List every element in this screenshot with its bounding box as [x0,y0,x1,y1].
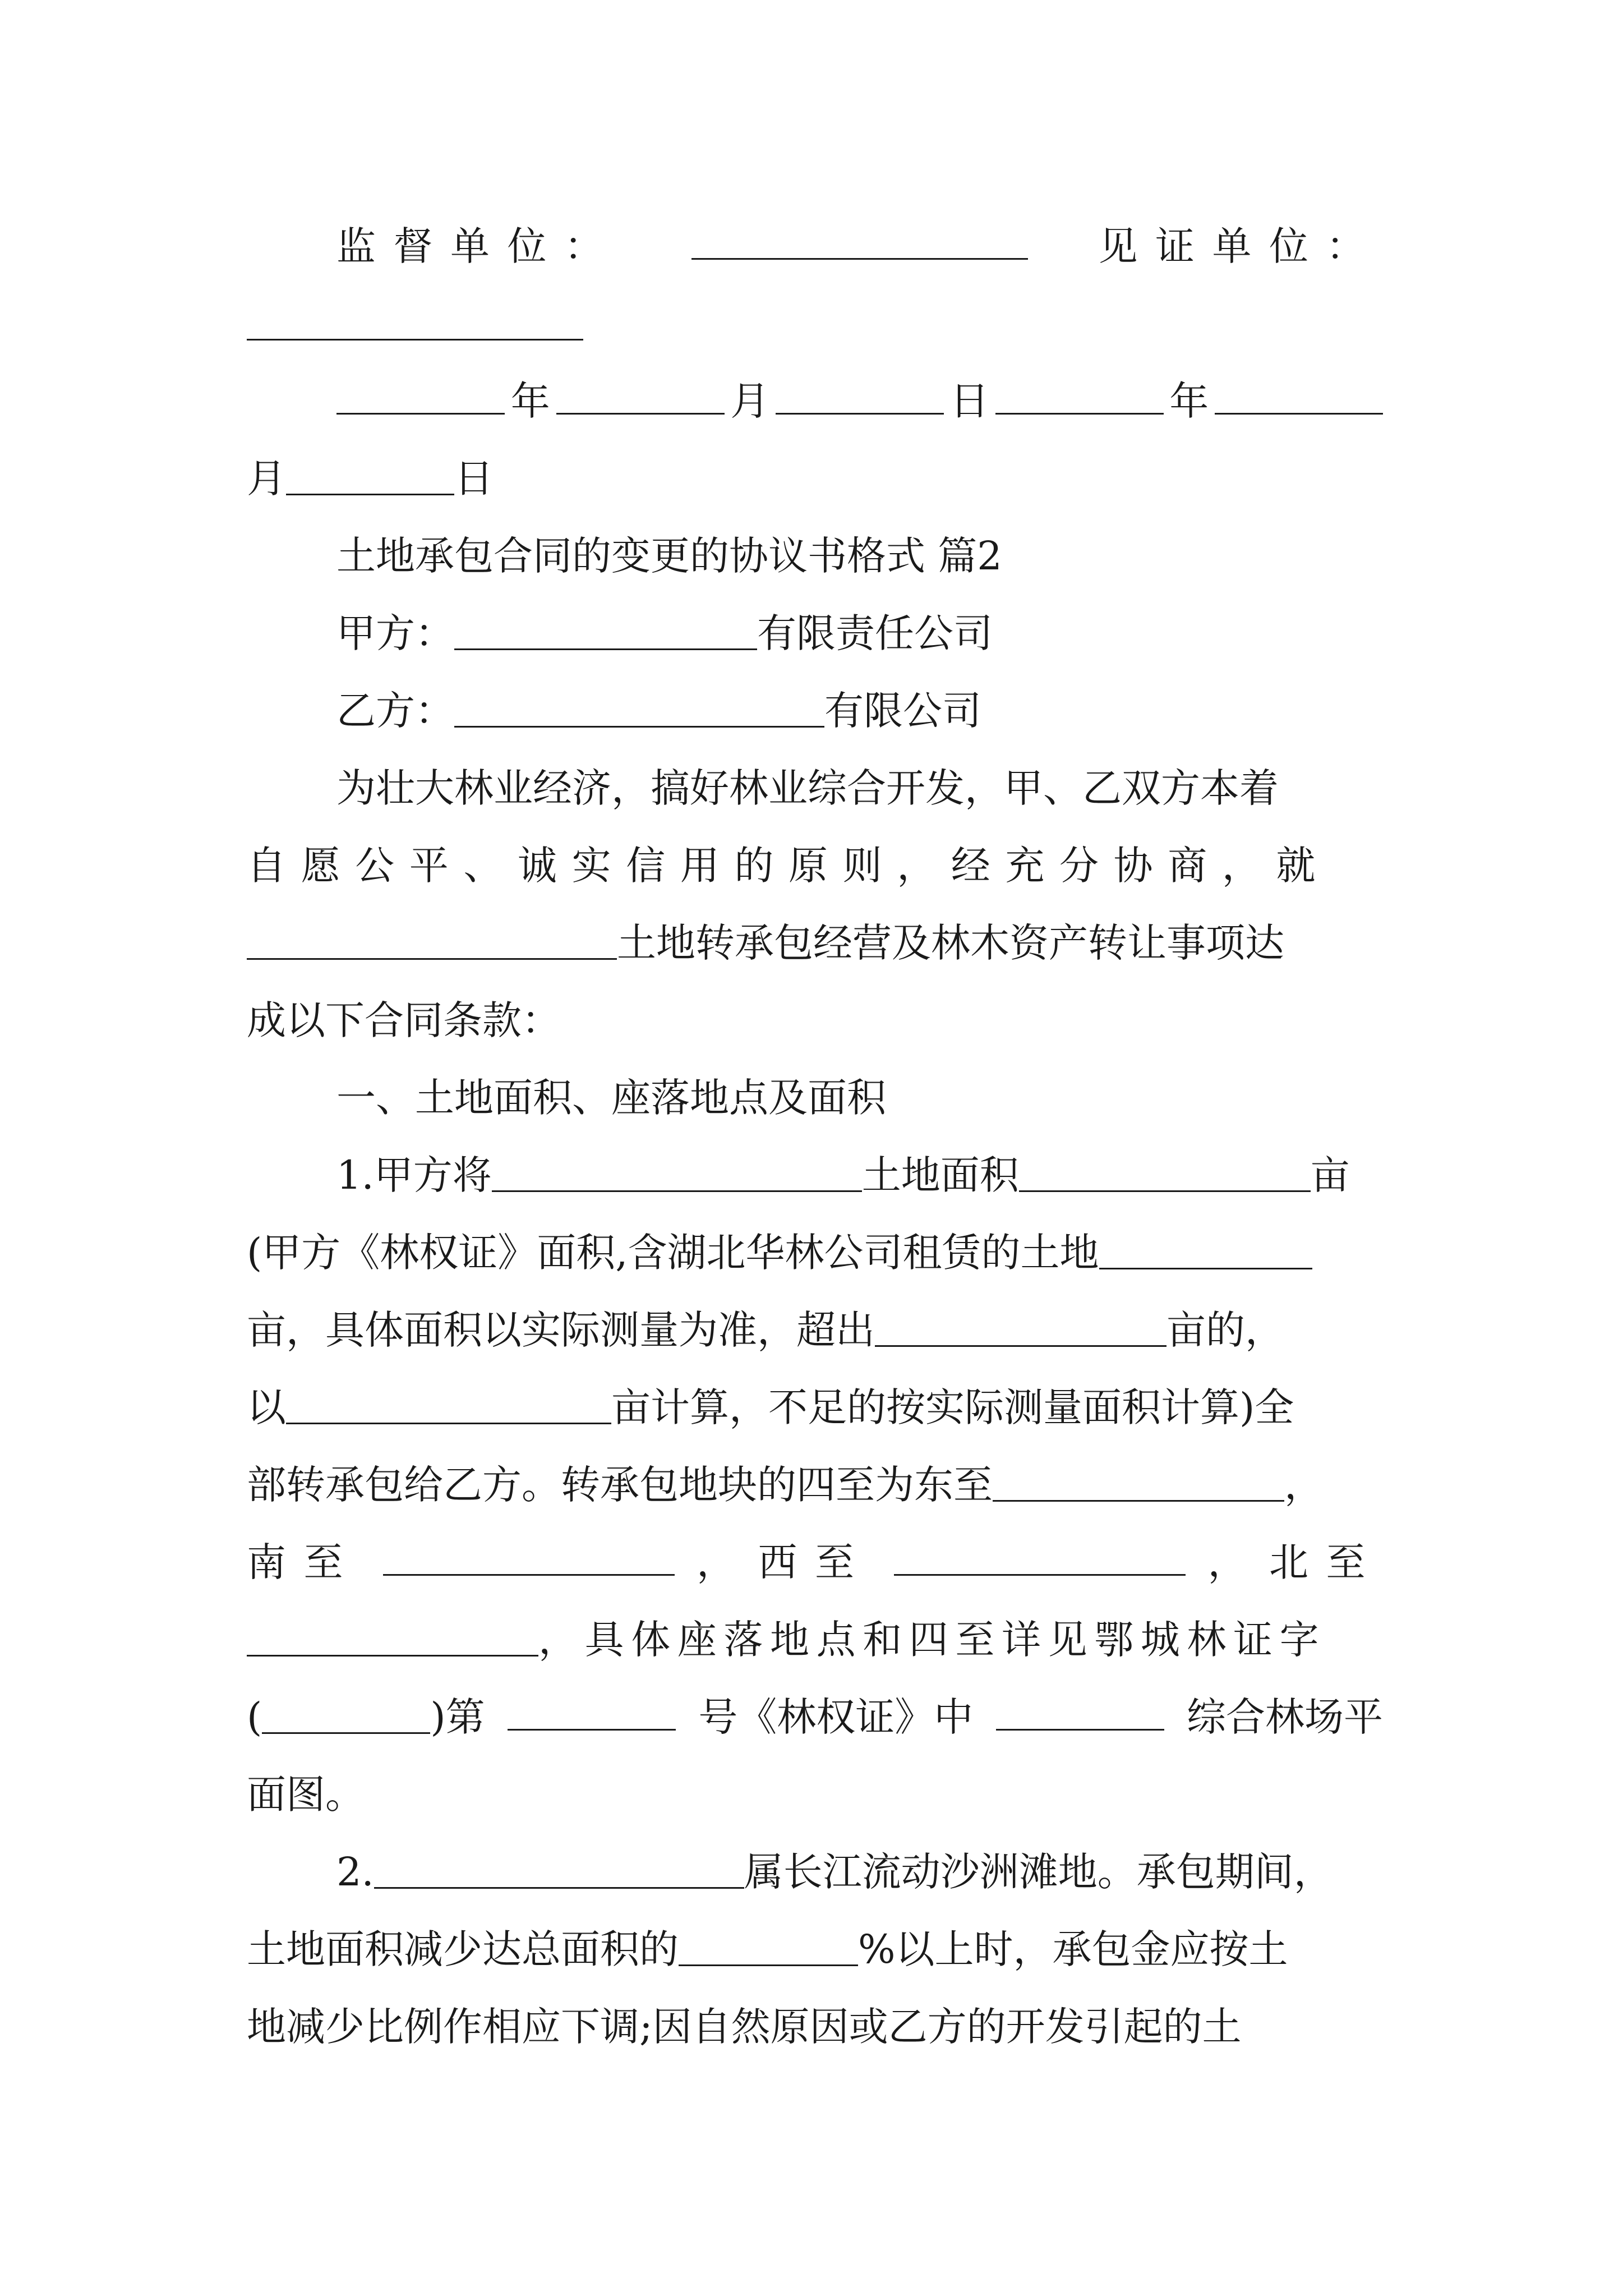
clause1-text-l3b: 亩的， [1166,1307,1284,1353]
day-label-2: 日 [454,455,494,501]
clause1-line7 [247,1601,1383,1678]
comma-2: ， [1207,1539,1247,1585]
clause1-text-l7: ，具体座落地点和四至详见鄂城林证字 [538,1617,1326,1663]
para1-line3 [247,904,1383,982]
west-blank [894,1535,1186,1576]
month-blank-1 [556,374,725,415]
month-label-1: 月 [730,378,770,424]
para1-line2: 自愿公平、诚实信用的原则，经充分协商，就 [247,843,1330,889]
clause1-line8 [247,1678,1383,1756]
clause2-text-a: 2. [336,1849,374,1895]
clause1-line9: 面图。 [247,1772,365,1818]
year-blank-1 [336,374,505,415]
clause1-text-l2: (甲方《林权证》面积,含湖北华林公司租赁的土地 [247,1230,1099,1276]
clause1-blank-l4 [286,1383,611,1424]
clause1-text-l4a: 以 [247,1384,286,1430]
forest-farm-text: 综合林场平 [1187,1694,1383,1740]
cert-no-label: )第 [430,1694,485,1740]
clause1-text-a: 1.甲方将 [336,1152,492,1198]
day-blank-2 [286,454,454,495]
clause1-line1 [247,1137,1383,1214]
day-label-1: 日 [949,378,989,424]
forest-farm-blank [996,1690,1164,1731]
cert-number-blank [508,1690,676,1731]
comma-1: ， [697,1539,736,1585]
para1-line4: 成以下合同条款： [247,997,561,1043]
cert-year-blank [262,1693,430,1734]
witness-label: 见证单位： [1098,223,1383,269]
para1-line1 [247,749,1383,827]
clause2-text-b: 属长江流动沙洲滩地。承包期间， [744,1849,1333,1895]
clause2-text-l2a: 土地面积减少达总面积的 [247,1926,679,1972]
south-label: 南至 [247,1539,361,1585]
document-page [247,208,1383,2065]
year-blank-2 [995,374,1164,415]
clause2-line3: 地减少比例作相应下调;因自然原因或乙方的开发引起的土 [247,2004,1242,2050]
month-blank-2 [1215,374,1383,415]
witness-blank [247,300,583,341]
signature-units-line [247,208,1383,285]
clause1-text-l4b: 亩计算，不足的按实际测量面积计算)全 [611,1384,1294,1430]
supervisor-label: 监督单位： [336,223,621,269]
cert-text: 号《林权证》中 [698,1694,974,1740]
clause1-blank-l2 [1099,1228,1312,1269]
certificate-ref [247,1678,485,1756]
clause1-blank-l3 [875,1306,1166,1347]
year-label-2: 年 [1169,378,1209,424]
clause2-line1 [247,1833,1383,1911]
party-a-suffix: 有限责任公司 [757,610,993,656]
clause1-blank-a [492,1151,862,1192]
west-label: 西至 [758,1539,872,1585]
clause1-text-b: 土地面积 [861,1152,1019,1198]
clause2-blank-a [374,1848,744,1889]
witness-blank-line [247,285,1383,362]
party-a-blank [454,609,757,650]
party-a-label: 甲方： [336,610,454,656]
party-b-line [247,672,1383,749]
party-b-label: 乙方： [336,688,454,734]
para1-text-1: 为壮大林业经济，搞好林业综合开发，甲、乙双方本着 [336,765,1279,811]
clause1-text-l5a: 部转承包给乙方。转承包地块的四至为东至 [247,1462,993,1508]
party-a-line [247,595,1383,672]
date-line-1 [247,362,1383,440]
party-b-suffix: 有限公司 [824,688,981,734]
section1-heading: 一、土地面积、座落地点及面积 [336,1075,886,1121]
clause2-text-l2b: %以上时，承包金应按土 [858,1926,1288,1972]
clause1-line4 [247,1369,1383,1446]
clause1-blank-east [993,1461,1284,1502]
clause1-line5 [247,1446,1383,1524]
month-label-2: 月 [247,455,286,501]
clause1-line6 [247,1524,1383,1601]
year-label-1: 年 [510,378,550,424]
clause1-blank-b [1019,1151,1311,1192]
clause2-percent-blank [679,1925,858,1966]
para1-text-3: 土地转承包经营及林木资产转让事项达 [617,920,1284,966]
clause1-line3 [247,1291,1383,1369]
south-blank [383,1535,675,1576]
clause1-text-l3a: 亩，具体面积以实际测量为准，超出 [247,1307,875,1353]
party-b-blank [454,687,824,728]
clause1-text-l5b: ， [1284,1462,1324,1508]
supervisor-blank [691,219,1028,260]
clause1-line2 [247,1214,1383,1291]
north-label: 北至 [1269,1539,1383,1585]
day-blank-1 [776,374,944,415]
clause1-text-c: 亩 [1310,1152,1350,1198]
date-line-2 [247,440,1383,517]
paren-open: ( [247,1694,262,1740]
section-title: 土地承包合同的变更的协议书格式 篇2 [336,533,1002,579]
land-blank [247,919,617,960]
north-blank [247,1616,538,1657]
clause2-line2 [247,1911,1383,1988]
